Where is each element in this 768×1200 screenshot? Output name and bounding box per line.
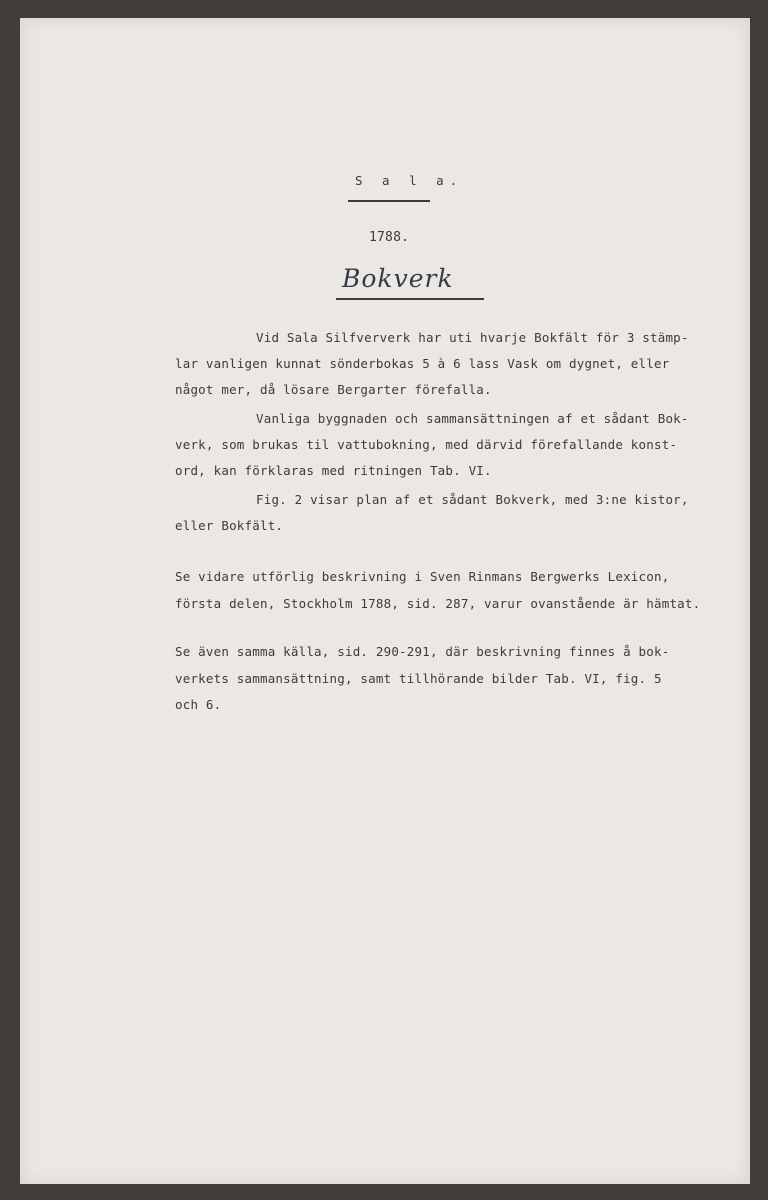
paragraph-1-line-1: Vid Sala Silfververk har uti hvarje Bokfält för 3 stämp- — [256, 330, 689, 345]
paragraph-2-line-1: Vanliga byggnaden och sammansättningen af et sådant Bok- — [256, 411, 689, 426]
year-heading: 1788. — [369, 230, 410, 245]
paragraph-1-line-3: något mer, då lösare Bergarter förefalla. — [175, 382, 492, 397]
paragraph-4-line-1: Se vidare utförlig beskrivning i Sven Rinmans Bergwerks Lexicon, — [175, 569, 670, 584]
paragraph-5-line-1: Se även samma källa, sid. 290-291, där beskrivning finnes å bok- — [175, 644, 670, 659]
paper-sheet — [20, 18, 750, 1184]
paragraph-1-line-2: lar vanligen kunnat sönderbokas 5 à 6 lass Vask om dygnet, eller — [175, 356, 670, 371]
paragraph-4-line-2: första delen, Stockholm 1788, sid. 287, varur ovanstående är hämtat. — [175, 596, 701, 611]
place-underline — [348, 200, 430, 202]
paragraph-3-line-1: Fig. 2 visar plan af et sådant Bokverk, med 3:ne kistor, — [256, 492, 689, 507]
paragraph-2-line-3: ord, kan förklaras med ritningen Tab. VI. — [175, 463, 492, 478]
paragraph-2-line-2: verk, som brukas til vattubokning, med därvid förefallande konst- — [175, 437, 678, 452]
title-underline — [336, 298, 484, 300]
paragraph-5-line-3: och 6. — [175, 697, 222, 712]
paragraph-5-line-2: verkets sammansättning, samt tillhörande bilder Tab. VI, fig. 5 — [175, 671, 662, 686]
handwritten-title: Bokverk — [342, 264, 454, 293]
place-heading: S a l a. — [355, 173, 464, 188]
paragraph-3-line-2: eller Bokfält. — [175, 518, 284, 533]
